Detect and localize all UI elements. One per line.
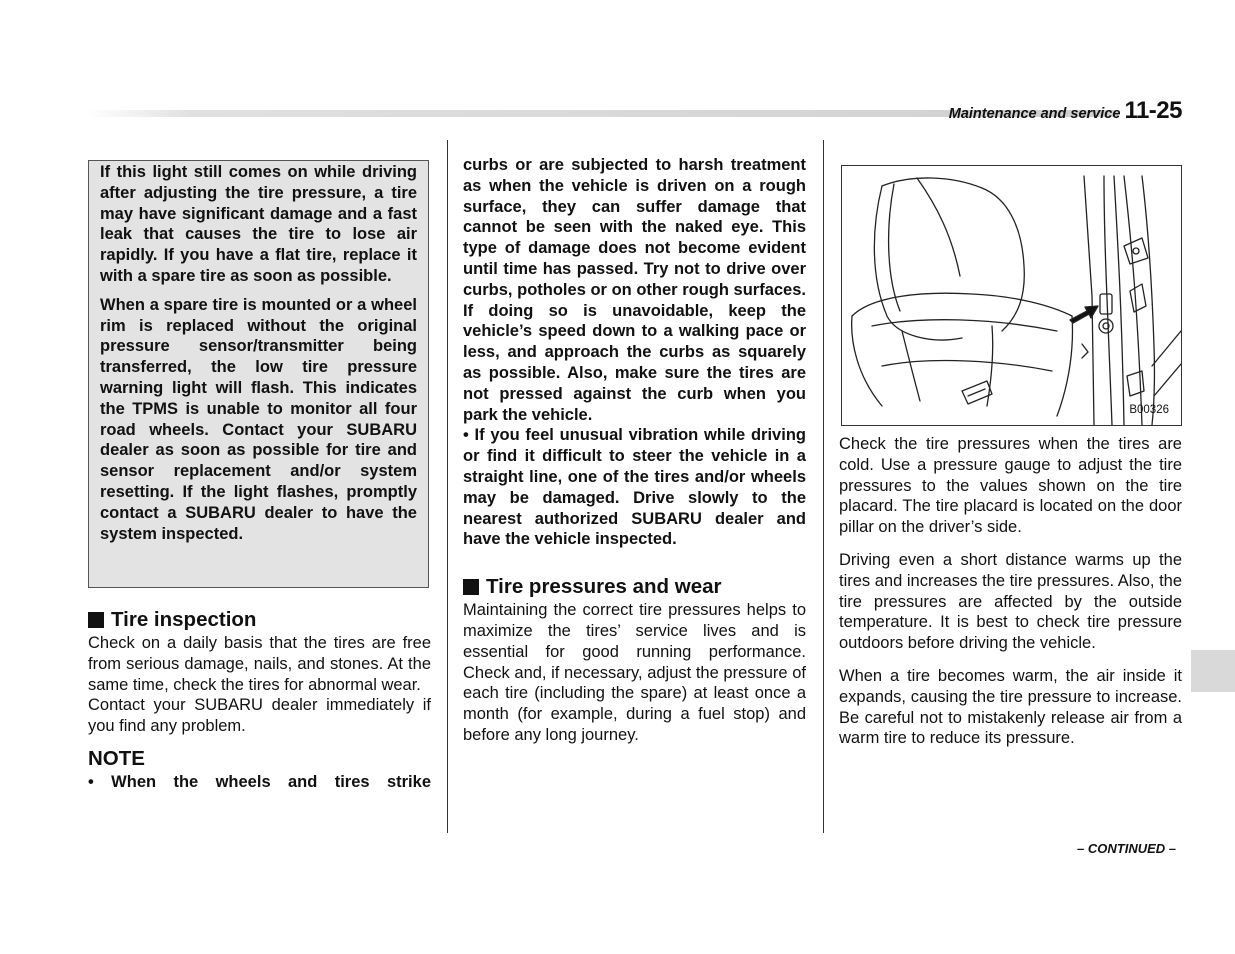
middle-column — [463, 155, 806, 746]
page-header — [880, 97, 1182, 125]
section-square-icon — [88, 612, 104, 628]
bullet-icon: • — [463, 426, 475, 445]
tire-pressures-heading — [463, 574, 806, 600]
bullet-icon: • — [88, 772, 112, 791]
note-bullet-text: When the wheels and tires strike — [111, 772, 431, 791]
right-column — [839, 434, 1182, 749]
warning-paragraph: If this light still comes on while driving after adjusting the tire pressure, a tire may have significant damage and a fast leak that causes the tire to lose air rapidly. If you have a flat tire, replace it with a spare tire as soon as possible. — [100, 163, 417, 285]
warning-box — [88, 160, 429, 588]
tire-inspection-paragraph: Contact your SUBARU dealer immediately if you find any problem. — [88, 696, 431, 736]
column-divider-left — [447, 140, 448, 833]
warning-paragraph: When a spare tire is mounted or a wheel rim is replaced without the original pressure sensor/transmitter being transferred, the low tire pressure warning light will flash. This indicates the TPMS is unable to monitor all four road wheels. Contact your SUBARU dealer as soon as possible for tire and sensor replacement and/or system resetting. If the light flashes, promptly contact a SUBARU dealer to have the system inspected. — [100, 295, 417, 543]
tire-pressures-paragraph: Maintaining the correct tire pressures helps to maximize the tires’ service lives and is essential for good running performance. Check and, if necessary, adjust the pressure of each tire (including the spare) at least once a month (for example, during a fuel stop) and before any long journey. — [463, 601, 806, 744]
figure-label: B00326 — [1129, 404, 1169, 416]
note-title: NOTE — [88, 746, 145, 770]
page-number: 11-25 — [1124, 97, 1182, 124]
note-bullet — [88, 772, 431, 793]
tire-inspection-paragraph: Check on a daily basis that the tires are free from serious damage, nails, and stones. At the same time, check the tires for abnormal wear. — [88, 634, 431, 694]
door-pillar-figure — [841, 165, 1182, 426]
continued-label: – CONTINUED – — [1077, 841, 1176, 856]
section-title: Maintenance and service — [948, 106, 1121, 122]
chapter-tab — [1191, 650, 1235, 692]
note-bullet-continued: curbs or are subjected to harsh treatment as when the vehicle is driven on a rough surface, they can suffer damage that cannot be seen with the naked eye. This type of damage does not become evident until time has passed. Try not to drive over curbs, potholes or on other rough surfaces. If doing so is unavoidable, keep the vehicle’s speed down to a walking pace or less, and approach the curbs as squarely as possible. Also, make sure the tires are not pressed against the curb when you park the vehicle. — [463, 156, 806, 424]
tire-inspection-title: Tire inspection — [111, 608, 257, 631]
note-bullet — [463, 425, 806, 550]
right-paragraph: Check the tire pressures when the tires are cold. Use a pressure gauge to adjust the tire pressures to the values shown on the tire placard. The tire placard is located on the door pillar on the driver’s side. — [839, 435, 1182, 537]
column-divider-right — [823, 140, 824, 833]
note-bullet-text: If you feel unusual vibration while driving or find it difficult to steer the vehicle in a straight line, one of the tires and/or wheels may be damaged. Drive slowly to the nearest authorized SUBARU dealer and have the vehicle inspected. — [463, 426, 806, 549]
tire-pressures-title: Tire pressures and wear — [486, 575, 722, 599]
tire-inspection-heading — [88, 607, 431, 633]
right-paragraph: Driving even a short distance warms up the tires and increases the tire pressures. Also, the tire pressures are affected by the outside temperature. It is best to check tire pressure outdoors before driving the vehicle. — [839, 550, 1183, 653]
right-paragraph: When a tire becomes warm, the air inside it expands, causing the tire pressure to increase. Be careful not to mistakenly release air from a warm tire to reduce its pressure. — [839, 666, 1182, 748]
section-square-icon — [463, 579, 479, 595]
door-pillar-tire-placard-icon — [842, 166, 1181, 425]
tire-inspection-section — [88, 607, 431, 793]
